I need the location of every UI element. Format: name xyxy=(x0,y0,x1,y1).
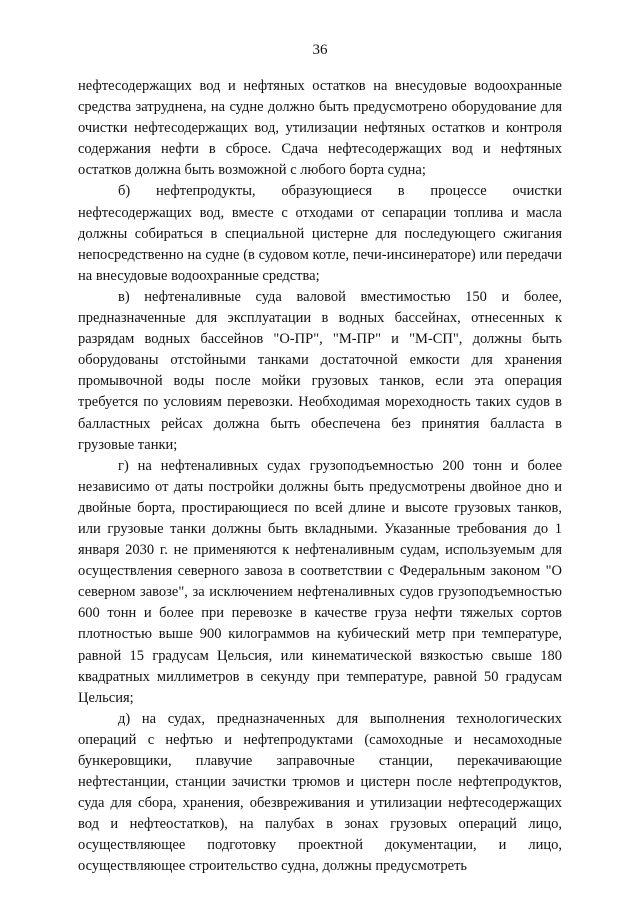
paragraph-item-d: д) на судах, предназначенных для выполнения технологических операций с нефтью и нефтепродуктами (самоходные и несамоходные бункеровщики, плавучие заправочные станции, перекачивающие нефтестанции, станции зачистки трюмов и цистерн после нефтепродуктов, суда для сбора, хранения, обезвреживания и утилизации нефтесодержащих вод и нефтеостатков), на палубах в зонах грузовых операций лицо, осуществляющее подготовку проектной документации, и лицо, осуществляющее строительство судна, должны предусмотреть xyxy=(78,710,562,875)
page-number: 36 xyxy=(312,42,328,58)
paragraph-continuation: нефтесодержащих вод и нефтяных остатков на внесудовые водоохранные средства затруднена, на судне должно быть предусмотрено оборудование для очистки нефтесодержащих вод, утилизации нефтяных остатков и контроля содержания нефти в сбросе. Сдача нефтесодержащих вод и нефтяных остатков должна быть возможной с любого борта судна; xyxy=(78,78,562,179)
paragraph-item-v: в) нефтеналивные суда валовой вместимостью 150 и более, предназначенные для эксплуатации в водных бассейнах, отнесенных к разрядам водных бассейнов "О-ПР", "М-ПР" и "М-СП", должны быть оборудованы отстойными танками достаточной емкости для хранения промывочной воды после мойки грузовых танков, если эта операция требуется по условиям перевозки. Необходимая мореходность таких судов в балластных рейсах должна быть обеспечена без принятия балласта в грузовые танки; xyxy=(78,288,562,453)
paragraph-item-g: г) на нефтеналивных судах грузоподъемностью 200 тонн и более независимо от даты постройки должны быть предусмотрены двойное дно и двойные борта, простирающиеся по всей длине и высоте грузовых танков, или грузовые танки должны быть вкладными. Указанные требования до 1 января 2030 г. не применяются к нефтеналивным судам, используемым для осуществления северного завоза в соответствии с Федеральным законом "О северном завозе", за исключением нефтеналивных судов грузоподъемностью 600 тонн и более при перевозке в качестве груза нефти тяжелых сортов плотностью выше 900 килограммов на кубический метр при температуре, равной 15 градусам Цельсия, или кинематической вязкостью свыше 180 квадратных миллиметров в секунду при температуре, равной 50 градусам Цельсия; xyxy=(78,457,562,706)
document-body xyxy=(78,76,562,878)
paragraph-item-b: б) нефтепродукты, образующиеся в процессе очистки нефтесодержащих вод, вместе с отходами от сепарации топлива и масла должны собираться в специальной цистерне для последующего сжигания непосредственно на судне (в судовом котле, печи-инсинераторе) или передачи на внесудовые водоохранные средства; xyxy=(78,183,562,284)
